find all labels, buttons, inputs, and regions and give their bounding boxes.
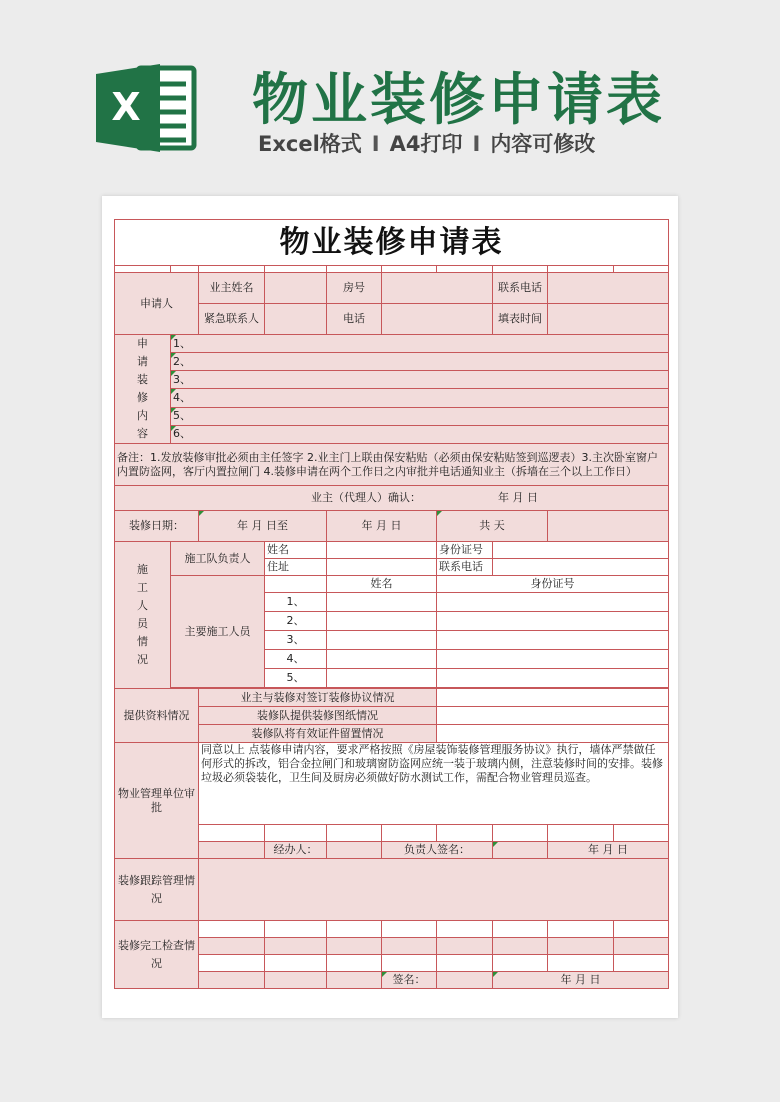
worker-id-field[interactable] (437, 631, 669, 650)
approval-label: 物业管理单位审批 (115, 743, 199, 859)
excel-logo-letter: X (111, 85, 141, 129)
owner-confirm-row (115, 486, 669, 511)
content-item[interactable]: 6、 (171, 425, 669, 443)
page-title: 物业装修申请表 (252, 68, 665, 133)
approval-sign-field[interactable] (493, 842, 548, 859)
subtitle-editable: 内容可修改 (490, 132, 596, 156)
worker-id-field[interactable] (437, 669, 669, 688)
subtitle-format: Excel格式 (258, 132, 362, 156)
content-label-text: 申请装修内容 (137, 337, 148, 440)
form-title: 物业装修申请表 (115, 220, 669, 266)
content-label (115, 335, 171, 444)
completion-sign-field[interactable] (437, 972, 493, 989)
fill-time-field[interactable] (548, 304, 669, 335)
worker-row-index: 3、 (265, 631, 327, 650)
tel-field[interactable] (382, 304, 493, 335)
worker-name-field[interactable] (327, 669, 437, 688)
subtitle-print: A4打印 (389, 132, 463, 156)
form-sheet (102, 196, 678, 1018)
content-item[interactable]: 5、 (171, 407, 669, 425)
approval-date[interactable]: 年 月 日 (548, 842, 669, 859)
leader-phone-label: 联系电话 (437, 559, 493, 576)
worker-id-field[interactable] (437, 593, 669, 612)
workers-label (115, 542, 171, 689)
main-workers-label: 主要施工人员 (171, 576, 265, 688)
fill-time-label: 填表时间 (493, 304, 548, 335)
content-item[interactable]: 2、 (171, 353, 669, 371)
room-no-label: 房号 (327, 273, 382, 304)
materials-item: 装修队将有效证件留置情况 (199, 725, 437, 743)
worker-name-field[interactable] (327, 612, 437, 631)
materials-status[interactable] (437, 689, 669, 707)
leader-label: 施工队负责人 (171, 542, 265, 576)
leader-address-field[interactable] (327, 559, 437, 576)
leader-id-label: 身份证号 (437, 542, 493, 559)
approval-handler-field[interactable] (327, 842, 382, 859)
page-header (0, 0, 780, 190)
completion-sign-label: 签名： (382, 972, 437, 989)
worker-id-field[interactable] (437, 650, 669, 669)
owner-confirm-date: 年 月 日 (498, 491, 538, 504)
excel-icon (96, 60, 200, 156)
materials-status[interactable] (437, 725, 669, 743)
leader-id-field[interactable] (493, 542, 669, 559)
emergency-contact-field[interactable] (265, 304, 327, 335)
content-item[interactable]: 1、 (171, 335, 669, 353)
leader-phone-field[interactable] (493, 559, 669, 576)
worker-name-field[interactable] (327, 593, 437, 612)
approval-handler-label: 经办人： (265, 842, 327, 859)
approval-text: 同意以上 点装修申请内容，要求严格按照《房屋装饰装修管理服务协议》执行，墙体严禁做任何形式的拆改，铝合金拉闸门和玻璃窗防盗网应统一装于玻璃内侧，注意装修时间的安排。装修垃圾必须袋装化，卫生间及厨房必须做好防水测试工作，需配合物业管理员巡查。 (199, 743, 669, 825)
worker-row-index: 1、 (265, 593, 327, 612)
owner-name-label: 业主姓名 (199, 273, 265, 304)
remark-note: 备注：1.发放装修审批必须由主任签字 2.业主门上联由保安粘贴（必须由保安粘贴签到巡逻表）3.主次卧室窗户内置防盗网，客厅内置拉闸门 4.装修申请在两个工作日之内审批并电话通知业主（拆墙在三个以上工作日） (115, 444, 669, 486)
period-total[interactable]: 共 天 (437, 511, 548, 542)
content-item[interactable]: 3、 (171, 371, 669, 389)
period-to[interactable]: 年 月 日 (327, 511, 437, 542)
leader-name-label: 姓名 (265, 542, 327, 559)
worker-row-index: 5、 (265, 669, 327, 688)
worker-row-index: 2、 (265, 612, 327, 631)
owner-confirm-label: 业主（代理人）确认： (311, 491, 421, 504)
materials-item: 装修队提供装修图纸情况 (199, 707, 437, 725)
completion-label: 装修完工检查情况 (115, 921, 199, 989)
worker-row-index: 4、 (265, 650, 327, 669)
content-item[interactable]: 4、 (171, 389, 669, 407)
applicant-label: 申请人 (115, 273, 199, 335)
period-extra (548, 511, 669, 542)
approval-sign-label: 负责人签名： (382, 842, 493, 859)
phone-label: 联系电话 (493, 273, 548, 304)
emergency-contact-label: 紧急联系人 (199, 304, 265, 335)
leader-address-label: 住址 (265, 559, 327, 576)
leader-name-field[interactable] (327, 542, 437, 559)
materials-label: 提供资料情况 (115, 689, 199, 743)
completion-date[interactable]: 年 月 日 (493, 972, 669, 989)
workers-label-text: 施工人员情况 (137, 563, 148, 666)
materials-status[interactable] (437, 707, 669, 725)
room-no-field[interactable] (382, 273, 493, 304)
tel-label: 电话 (327, 304, 382, 335)
main-workers-name-header: 姓名 (327, 576, 437, 593)
owner-name-field[interactable] (265, 273, 327, 304)
page-subtitle (258, 128, 595, 158)
period-from[interactable]: 年 月 日至 (199, 511, 327, 542)
subtitle-separator: I (371, 132, 380, 156)
tracking-label: 装修跟踪管理情况 (115, 859, 199, 921)
worker-name-field[interactable] (327, 631, 437, 650)
materials-item: 业主与装修对签订装修协议情况 (199, 689, 437, 707)
main-workers-id-header: 身份证号 (437, 576, 669, 593)
phone-field[interactable] (548, 273, 669, 304)
subtitle-separator: I (472, 132, 481, 156)
application-form-table (114, 219, 669, 989)
period-label: 装修日期： (115, 511, 199, 542)
worker-name-field[interactable] (327, 650, 437, 669)
worker-id-field[interactable] (437, 612, 669, 631)
tracking-field[interactable] (199, 859, 669, 921)
